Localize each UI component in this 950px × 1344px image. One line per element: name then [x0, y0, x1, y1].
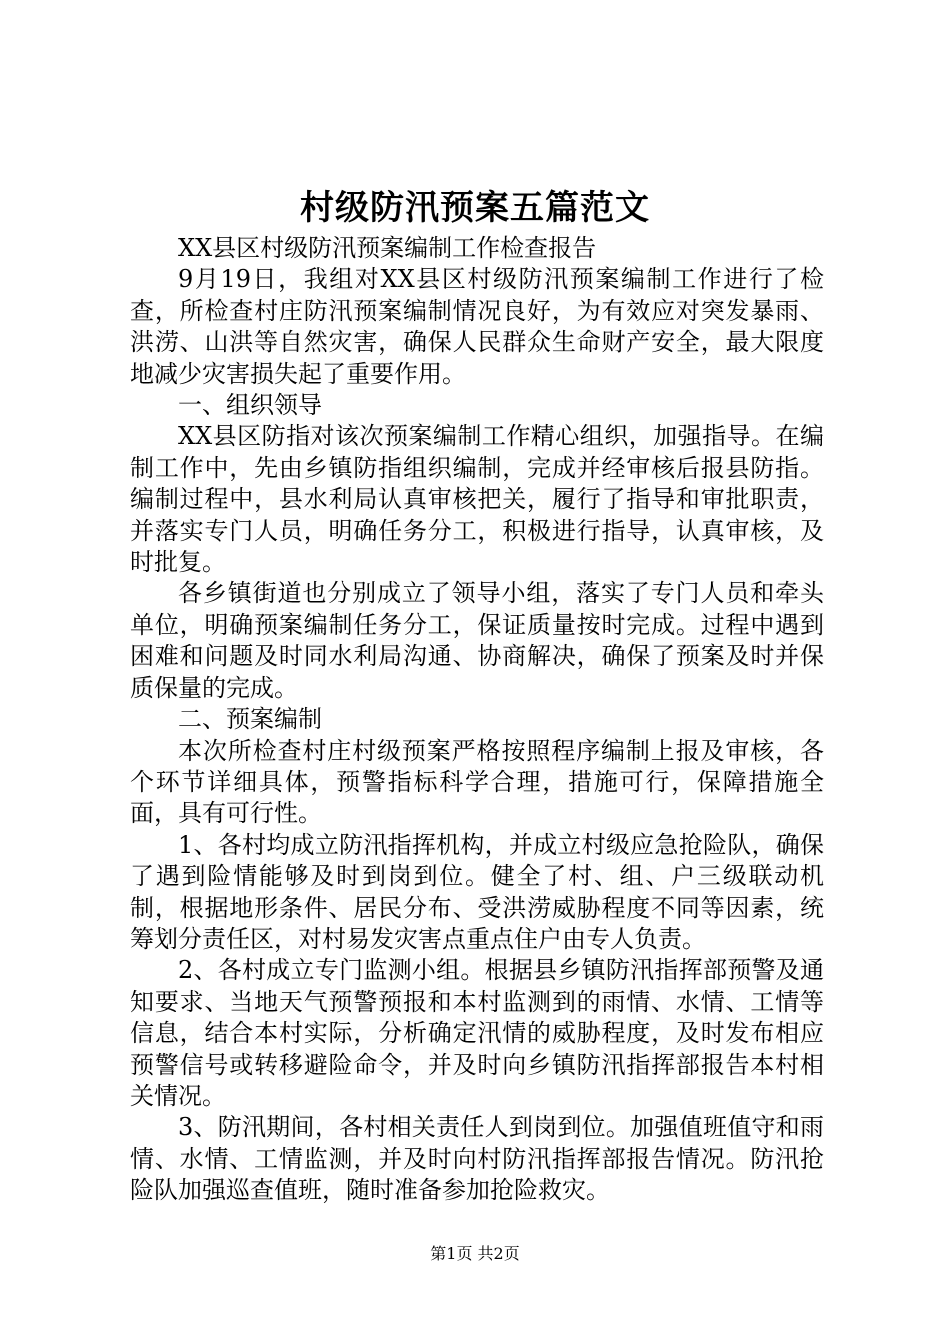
- paragraph-townships: 各乡镇街道也分别成立了领导小组，落实了专门人员和牵头单位，明确预案编制任务分工，保证质量按时完成。过程中遇到困难和问题及时同水利局沟通、协商解决，确保了预案及时并保质保量的完成。: [130, 579, 824, 702]
- section-heading-organization: 一、组织领导: [178, 391, 322, 420]
- document-title: 村级防汛预案五篇范文: [300, 188, 650, 228]
- paragraph-item-2: 2、各村成立专门监测小组。根据县乡镇防汛指挥部预警及通知要求、当地天气预警预报和本村监测到的雨情、水情、工情等信息，结合本村实际，分析确定汛情的威胁程度，及时发布相应预警信号或转移避险命令，并及时向乡镇防汛指挥部报告本村相关情况。: [130, 956, 824, 1110]
- paragraph-intro: 9月19日，我组对XX县区村级防汛预案编制工作进行了检查，所检查村庄防汛预案编制情况良好，为有效应对突发暴雨、洪涝、山洪等自然灾害，确保人民群众生命财产安全，最大限度地减少灾害损失起了重要作用。: [130, 265, 824, 388]
- document-body: [130, 233, 824, 1207]
- section-heading-plan-compilation: 二、预案编制: [178, 705, 322, 734]
- page-number-footer: 第1页 共2页: [430, 1244, 520, 1263]
- paragraph-item-1: 1、各村均成立防汛指挥机构，并成立村级应急抢险队，确保了遇到险情能够及时到岗到位。健全了村、组、户三级联动机制，根据地形条件、居民分布、受洪涝威胁程度不同等因素，统筹划分责任区，对村易发灾害点重点住户由专人负责。: [130, 830, 824, 953]
- paragraph-report-heading: XX县区村级防汛预案编制工作检查报告: [178, 234, 597, 262]
- paragraph-plan-compilation: 本次所检查村庄村级预案严格按照程序编制上报及审核，各个环节详细具体，预警指标科学合理，措施可行，保障措施全面，具有可行性。: [130, 736, 824, 828]
- paragraph-organization: XX县区防指对该次预案编制工作精心组织，加强指导。在编制工作中，先由乡镇防指组织编制，完成并经审核后报县防指。编制过程中，县水利局认真审核把关，履行了指导和审批职责，并落实专门人员，明确任务分工，积极进行指导，认真审核，及时批复。: [130, 422, 824, 577]
- paragraph-item-3: 3、防汛期间，各村相关责任人到岗到位。加强值班值守和雨情、水情、工情监测，并及时向村防汛指挥部报告情况。防汛抢险队加强巡查值班，随时准备参加抢险救灾。: [130, 1113, 824, 1205]
